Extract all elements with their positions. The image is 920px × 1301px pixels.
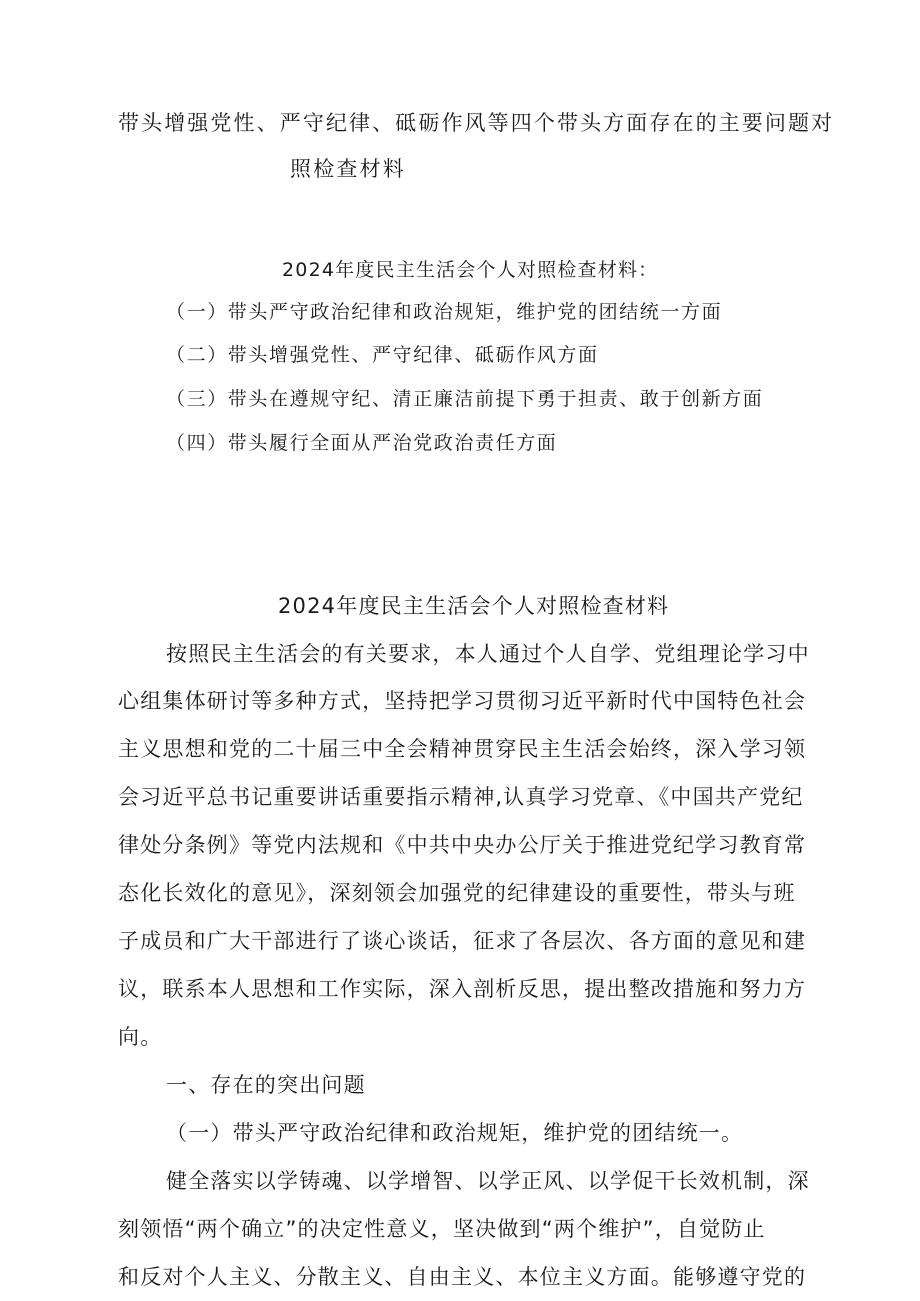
paragraph-2-line-3: 和反对个人主义、分散主义、自由主义、本位主义方面。能够遵守党的 [118,1265,807,1289]
section-heading: 一、存在的突出问题 [166,1073,366,1097]
intro-line-7: 子成员和广大干部进行了谈心谈话，征求了各层次、各方面的意见和建 [118,929,807,953]
intro-line-9: 向。 [118,1025,163,1049]
intro-line-2: 心组集体研讨等多种方式，坚持把学习贯彻习近平新时代中国特色社会 [118,689,807,713]
intro-line-1: 按照民主生活会的有关要求，本人通过个人自学、党组理论学习中 [166,642,810,666]
intro-line-8: 议，联系本人思想和工作实际，深入剖析反思，提出整改措施和努力方 [118,977,807,1001]
toc-item-3: （三）带头在遵规守纪、清正廉洁前提下勇于担责、敢于创新方面 [166,388,764,410]
toc-heading: 2024年度民主生活会个人对照检查材料： [282,259,659,281]
subsection-heading: （一）带头严守政治纪律和政治规矩，维护党的团结统一。 [166,1121,744,1145]
paragraph-2-line-1: 健全落实以学铸魂、以学增智、以学正风、以学促干长效机制，深 [166,1169,810,1193]
document-title: 2024年度民主生活会个人对照检查材料 [278,594,670,618]
intro-line-5: 律处分条例》等党内法规和《中共中央办公厅关于推进党纪学习教育常 [118,833,807,857]
toc-item-1: （一）带头严守政治纪律和政治规矩，维护党的团结统一方面 [166,301,723,323]
paragraph-2-line-2: 刻领悟“两个确立”的决定性意义，坚决做到“两个维护”，自觉防止 [118,1217,766,1241]
intro-line-4: 会习近平总书记重要讲话重要指示精神,认真学习党章、《中国共产党纪 [118,785,804,809]
title-line-1: 带头增强党性、严守纪律、砥砺作风等四个带头方面存在的主要问题对 [118,111,835,135]
toc-item-4: （四）带头履行全面从严治党政治责任方面 [166,432,558,454]
title-line-2: 照检查材料 [290,157,406,181]
intro-line-3: 主义思想和党的二十届三中全会精神贯穿民主生活会始终，深入学习领 [118,737,807,761]
intro-line-6: 态化长效化的意见》，深刻领会加强党的纪律建设的重要性，带头与班 [118,881,796,905]
toc-item-2: （二）带头增强党性、严守纪律、砥砺作风方面 [166,344,599,366]
